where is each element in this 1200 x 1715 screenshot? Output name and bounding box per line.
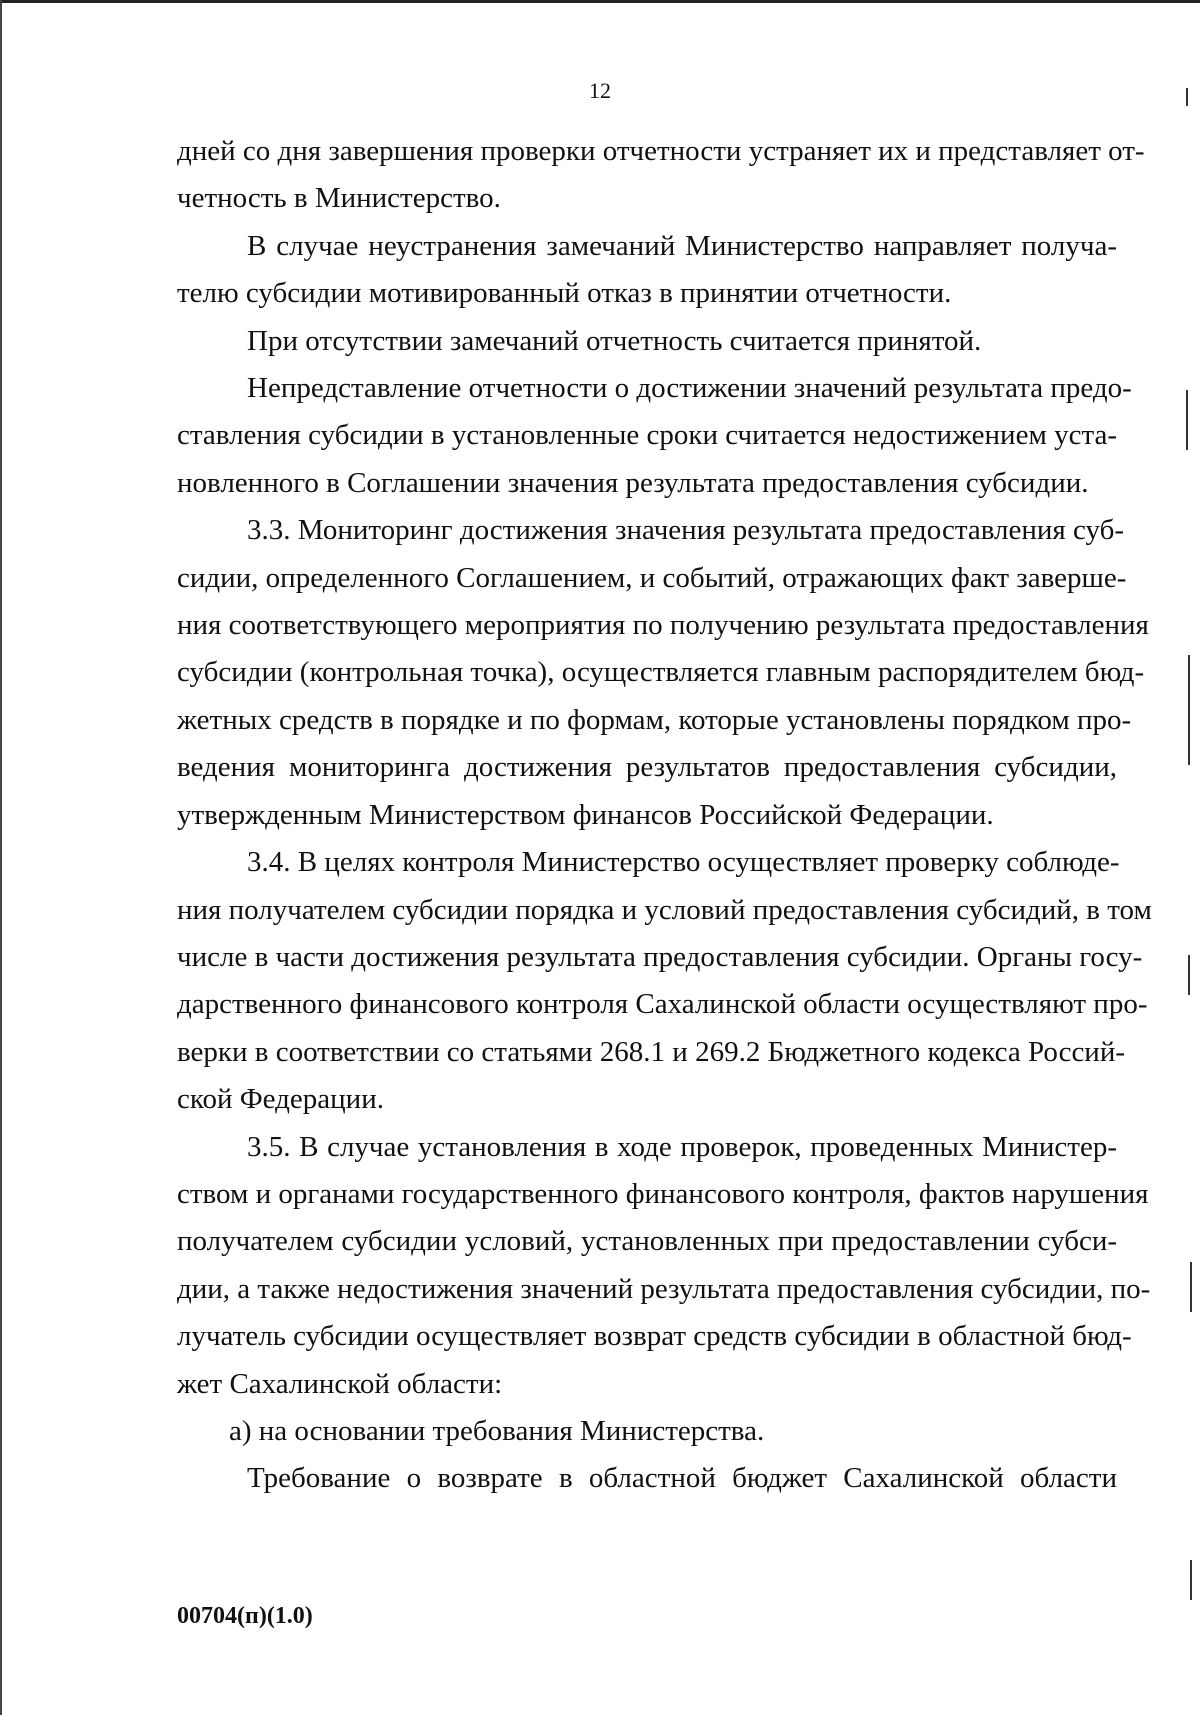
paragraph-item-a xyxy=(177,1408,1117,1455)
paragraph-3-4 xyxy=(177,839,1152,1123)
scan-artifact xyxy=(1188,655,1190,765)
text-line: 3.4. В целях контроля Министерство осуществляет проверку соблюде- xyxy=(247,846,1120,879)
text-line: верки в соответствии со статьями 268.1 и 269.2 Бюджетного кодекса Россий- xyxy=(177,1035,1126,1068)
scan-artifact xyxy=(1190,1560,1192,1600)
text-line: дии, а также недостижения значений результата предоставления субсидии, по- xyxy=(177,1272,1151,1305)
text-line: новленного в Соглашении значения результата предоставления субсидии. xyxy=(177,466,1089,499)
text-line: ведения мониторинга достижения результатов предоставления субсидии, xyxy=(177,751,1117,784)
text-line: При отсутствии замечаний отчетность считается принятой. xyxy=(247,324,982,357)
text-line: дарственного финансового контроля Сахалинской области осуществляют про- xyxy=(177,988,1148,1021)
scan-top-edge xyxy=(0,0,1200,3)
document-body xyxy=(177,128,1152,1503)
paragraph-accepted xyxy=(177,318,1117,365)
scan-artifact xyxy=(1186,88,1188,106)
text-line: лучатель субсидии осуществляет возврат средств субсидии в областной бюд- xyxy=(177,1320,1132,1353)
paragraph-3-5 xyxy=(177,1124,1151,1408)
paragraph-non-submission xyxy=(177,365,1132,507)
text-line: ством и органами государственного финансового контроля, фактов нарушения xyxy=(177,1177,1149,1210)
text-line: жетных средств в порядке и по формам, которые установлены порядком про- xyxy=(177,703,1132,736)
scan-artifact xyxy=(1186,390,1188,450)
text-line: четность в Министерство. xyxy=(177,182,501,215)
text-line: ния получателем субсидии порядка и условий предоставления субсидий, в том xyxy=(177,893,1152,926)
text-line: дней со дня завершения проверки отчетности устраняет их и представляет от- xyxy=(177,135,1145,167)
paragraph-demand xyxy=(177,1455,1117,1502)
paragraph-rejection xyxy=(177,223,1117,318)
text-line: получателем субсидии условий, установленных при предоставлении субси- xyxy=(177,1225,1117,1258)
paragraph-3-3 xyxy=(177,507,1149,839)
text-line: Требование о возврате в областной бюджет Сахалинской области xyxy=(247,1462,1117,1495)
text-line: В случае неустранения замечаний Министерство направляет получа- xyxy=(247,229,1117,262)
text-line: 3.5. В случае установления в ходе проверок, проведенных Министер- xyxy=(247,1130,1117,1163)
scan-left-edge xyxy=(0,0,2,1715)
text-line: а) на основании требования Министерства. xyxy=(229,1414,765,1447)
text-line: жет Сахалинской области: xyxy=(177,1367,503,1400)
text-line: 3.3. Мониторинг достижения значения результата предоставления суб- xyxy=(247,514,1125,547)
text-line: телю субсидии мотивированный отказ в принятии отчетности. xyxy=(177,277,952,310)
text-line: утвержденным Министерством финансов Российской Федерации. xyxy=(177,798,994,831)
text-line: субсидии (контрольная точка), осуществляется главным распорядителем бюд- xyxy=(177,656,1145,689)
document-code: 00704(п)(1.0) xyxy=(177,1603,313,1629)
page-number: 12 xyxy=(589,78,611,103)
text-line: числе в части достижения результата предоставления субсидии. Органы госу- xyxy=(177,940,1143,973)
text-line: Непредставление отчетности о достижении значений результата предо- xyxy=(247,372,1132,405)
text-line: ской Федерации. xyxy=(177,1083,384,1116)
paragraph-continuation xyxy=(177,128,1145,223)
scan-artifact xyxy=(1188,955,1190,995)
text-line: сидии, определенного Соглашением, и событий, отражающих факт заверше- xyxy=(177,561,1127,594)
text-line: ния соответствующего мероприятия по получению результата предоставления xyxy=(177,609,1149,642)
scan-artifact xyxy=(1190,1262,1192,1312)
text-line: ставления субсидии в установленные сроки считается недостижением уста- xyxy=(177,419,1117,452)
